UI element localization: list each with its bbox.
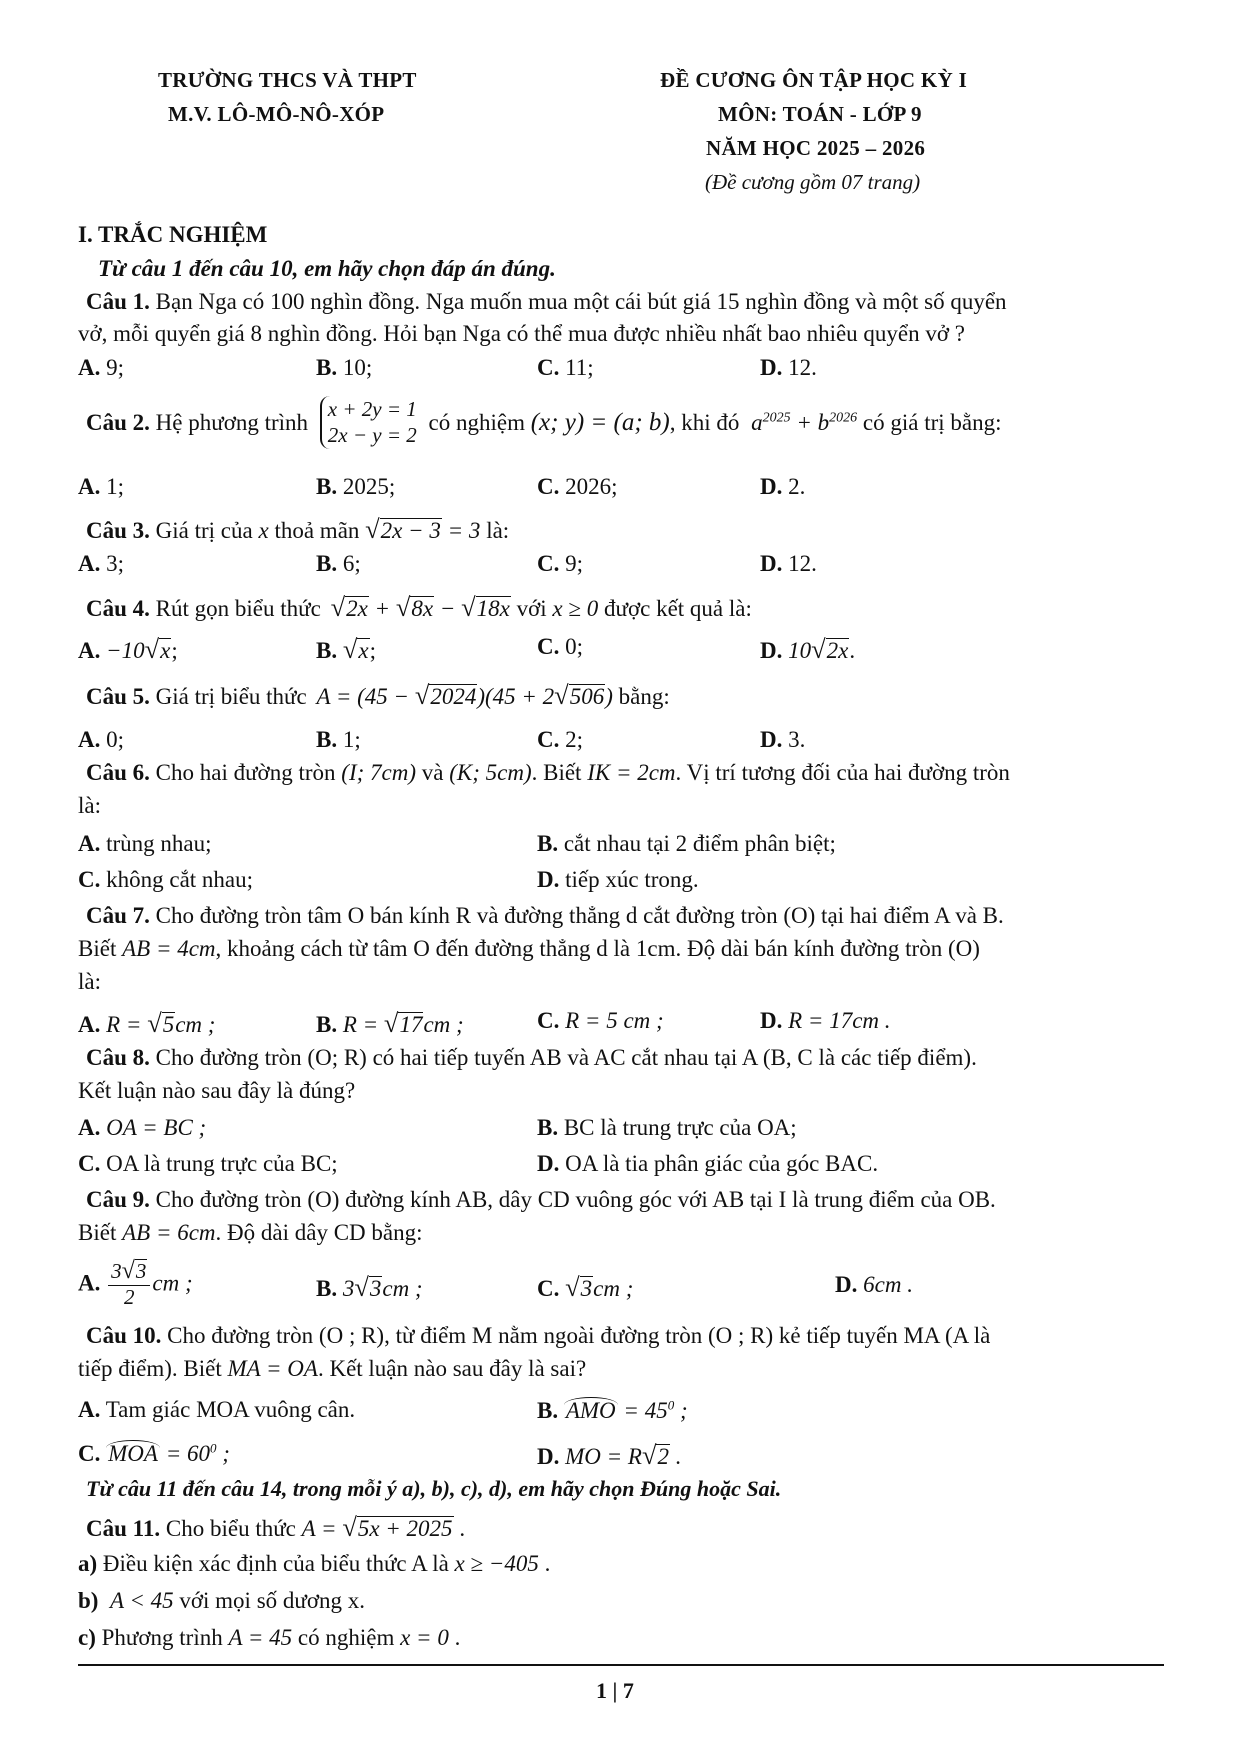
q7-option-d: D. R = 17cm . (760, 1008, 891, 1033)
q11-item-c: c) Phương trình A = 45 có nghiệm x = 0 . (78, 1625, 461, 1650)
q4-option-b: B. √x; (316, 634, 376, 664)
question-1 (86, 289, 1007, 315)
page-count-note: (Đề cương gồm 07 trang) (705, 170, 921, 194)
q8-option-b: B. BC là trung trực của OA; (537, 1115, 797, 1140)
question-6: Câu 6. Cho hai đường tròn (I; 7cm) và (K; 5cm). Biết IK = 2cm. Vị trí tương đối của hai đường tròn (86, 760, 1010, 785)
q7-option-b: B. R = √17cm ; (316, 1008, 464, 1038)
school-name-line1: TRƯỜNG THCS VÀ THPT (158, 68, 417, 92)
q9-option-a: A. $\frac{3√3}{2}$ cm ; (78, 1257, 193, 1309)
school-name-line2: M.V. LÔ-MÔ-NÔ-XÓP (168, 102, 385, 126)
subject-line: MÔN: TOÁN - LỚP 9 (718, 102, 922, 126)
question-8: Câu 8. Cho đường tròn (O; R) có hai tiếp tuyến AB và AC cắt nhau tại A (B, C là các tiếp điểm). (86, 1045, 977, 1070)
question-label: Câu 1. (86, 289, 150, 314)
question-7-line3: là: (78, 969, 101, 994)
q3-option-a: A. 3; (78, 551, 125, 576)
q1-option-c: C. 11; (537, 355, 594, 380)
question-5: Câu 5. Giá trị biểu thức A = (45 − √2024)(45 + 2√506) bằng: (86, 680, 670, 710)
q5-option-b: B. 1; (316, 727, 361, 752)
q4-option-d: D. 10√2x. (760, 634, 856, 664)
q5-option-d: D. 3. (760, 727, 806, 752)
q6-option-a: A. trùng nhau; (78, 831, 212, 856)
q10-option-b: B. AMO = $45^0$ ; (537, 1397, 688, 1423)
q9-option-b: B. 3√3cm ; (316, 1272, 423, 1302)
question-9-line2: Biết AB = 6cm. Độ dài dây CD bằng: (78, 1220, 423, 1245)
q2-option-a: A. 1; (78, 474, 125, 499)
question-6-line2: là: (78, 793, 101, 818)
question-4: Câu 4. Rút gọn biểu thức √2x + √8x − √18x với x ≥ 0 được kết quả là: (86, 592, 752, 622)
q1-option-b: B. 10; (316, 355, 373, 380)
q3-option-b: B. 6; (316, 551, 361, 576)
question-8-line2: Kết luận nào sau đây là đúng? (78, 1078, 356, 1103)
q10-option-c: C. MOA = $60^0$ ; (78, 1440, 230, 1466)
page-number: 1 | 7 (596, 1678, 634, 1703)
equation-system: x + 2y = 1 2x − y = 2 (320, 396, 417, 449)
question-10: Câu 10. Cho đường tròn (O ; R), từ điểm M nằm ngoài đường tròn (O ; R) kẻ tiếp tuyến MA (A là (86, 1323, 991, 1348)
q7-option-a: A. R = √5cm ; (78, 1008, 216, 1038)
question-1-line2: vở, mỗi quyển giá 8 nghìn đồng. Hỏi bạn Nga có thể mua được nhiều nhất bao nhiêu quyển vở ? (78, 321, 965, 346)
q11-item-a: a) Điều kiện xác định của biểu thức A là x ≥ −405 . (78, 1551, 551, 1576)
question-11: Câu 11. Cho biểu thức A = √5x + 2025 . (86, 1512, 466, 1542)
section-instruction-2: Từ câu 11 đến câu 14, trong mỗi ý a), b), c), d), em hãy chọn Đúng hoặc Sai. (86, 1476, 782, 1501)
q2-option-d: D. 2. (760, 474, 806, 499)
q3-option-d: D. 12. (760, 551, 817, 576)
q8-option-c: C. OA là trung trực của BC; (78, 1151, 338, 1176)
q8-option-d: D. OA là tia phân giác của góc BAC. (537, 1151, 879, 1176)
q10-option-a: A. Tam giác MOA vuông cân. (78, 1397, 356, 1422)
q9-option-d: D. 6cm . (835, 1272, 913, 1297)
section-instruction: Từ câu 1 đến câu 10, em hãy chọn đáp án đúng. (98, 256, 556, 281)
question-text: Bạn Nga có 100 nghìn đồng. Nga muốn mua một cái bút giá 15 nghìn đồng và một số quyển (149, 289, 1007, 314)
q9-option-c: C. √3cm ; (537, 1272, 634, 1302)
q4-option-a: A. −10√x; (78, 634, 178, 664)
q1-option-a: A. 9; (78, 355, 125, 380)
question-9: Câu 9. Cho đường tròn (O) đường kính AB, dây CD vuông góc với AB tại I là trung điểm của OB. (86, 1187, 996, 1212)
q10-option-d: D. MO = R√2 . (537, 1440, 682, 1470)
question-10-line2: tiếp điểm). Biết MA = OA. Kết luận nào sau đây là sai? (78, 1356, 587, 1381)
q7-option-c: C. R = 5 cm ; (537, 1008, 664, 1033)
question-7: Câu 7. Cho đường tròn tâm O bán kính R và đường thẳng d cắt đường tròn (O) tại hai điểm A và B. (86, 903, 1004, 928)
footer-divider (78, 1664, 1164, 1666)
q8-option-a: A. OA = BC ; (78, 1115, 207, 1140)
question-2: Câu 2. Hệ phương trình x + 2y = 1 2x − y = 2 có nghiệm (x; y) = (a; b), khi đó $a^{2025} + b^{2026}$ có giá trị bằng: (86, 397, 1002, 448)
q5-option-c: C. 2; (537, 727, 584, 752)
q3-option-c: C. 9; (537, 551, 584, 576)
q4-option-c: C. 0; (537, 634, 584, 659)
question-3: Câu 3. Giá trị của x thoả mãn √2x − 3 = 3 là: (86, 514, 510, 544)
section-heading: I. TRẮC NGHIỆM (78, 222, 268, 247)
doc-title: ĐỀ CƯƠNG ÔN TẬP HỌC KỲ I (660, 68, 968, 92)
q2-option-c: C. 2026; (537, 474, 618, 499)
q6-option-d: D. tiếp xúc trong. (537, 867, 699, 892)
q5-option-a: A. 0; (78, 727, 125, 752)
question-7-line2: Biết AB = 4cm, khoảng cách từ tâm O đến đường thẳng d là 1cm. Độ dài bán kính đường tròn (O) (78, 936, 980, 961)
q2-option-b: B. 2025; (316, 474, 396, 499)
q11-item-b: b) A < 45 với mọi số dương x. (78, 1588, 366, 1613)
q1-option-d: D. 12. (760, 355, 817, 380)
q6-option-b: B. cắt nhau tại 2 điểm phân biệt; (537, 831, 836, 856)
q6-option-c: C. không cắt nhau; (78, 867, 254, 892)
school-year: NĂM HỌC 2025 – 2026 (706, 136, 926, 160)
